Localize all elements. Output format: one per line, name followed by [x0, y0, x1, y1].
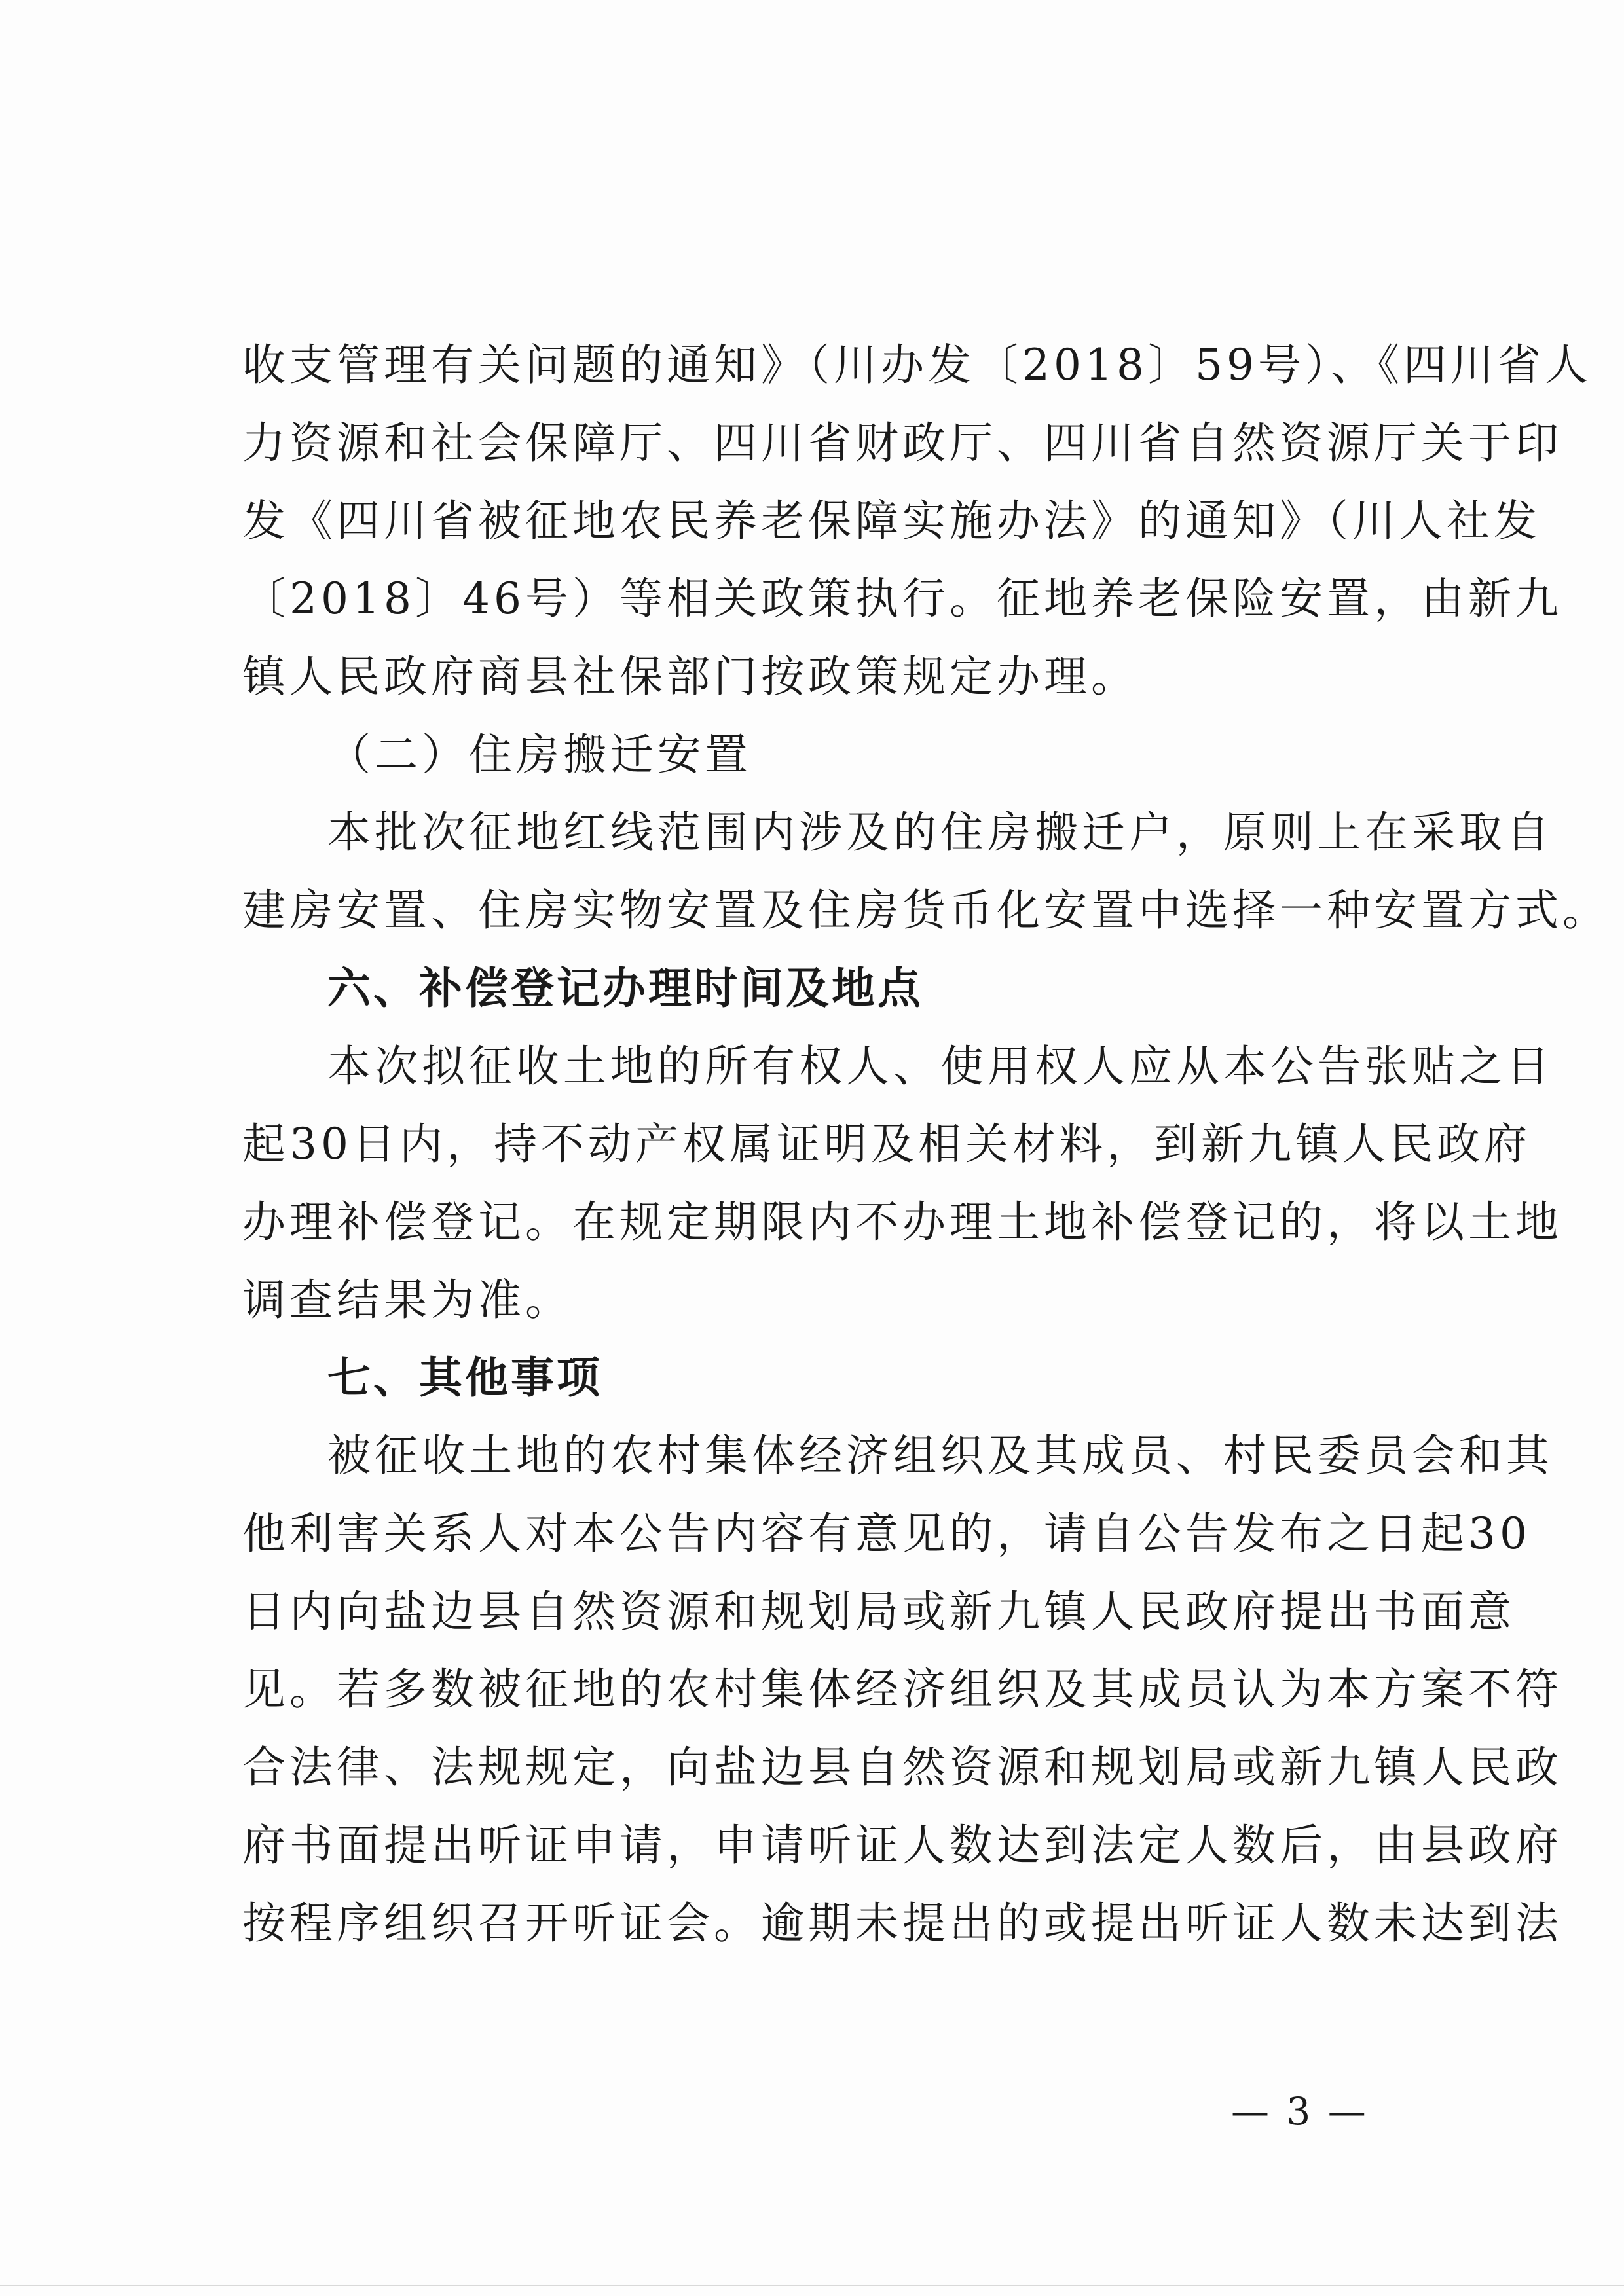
- body-text-line: 建房安置、住房实物安置及住房货币化安置中选择一种安置方式。: [242, 885, 1610, 936]
- body-text-line: 力资源和社会保障厅、四川省财政厅、四川省自然资源厅关于印: [242, 418, 1562, 468]
- body-text-line: 府书面提出听证申请，申请听证人数达到法定人数后，由县政府: [242, 1820, 1562, 1870]
- body-text-line: 见。若多数被征地的农村集体经济组织及其成员认为本方案不符: [242, 1664, 1562, 1715]
- body-text-line: 本批次征地红线范围内涉及的住房搬迁户，原则上在采取自: [327, 807, 1553, 858]
- body-text-line: 按程序组织召开听证会。逾期未提出的或提出听证人数未达到法: [242, 1898, 1562, 1948]
- body-text-line: 调查结果为准。: [242, 1275, 572, 1325]
- section-heading: 六、补偿登记办理时间及地点: [327, 963, 923, 1013]
- body-text-line: 镇人民政府商县社保部门按政策规定办理。: [242, 651, 1138, 702]
- body-text-line: 起30日内，持不动产权属证明及相关材料，到新九镇人民政府: [242, 1119, 1531, 1169]
- scan-edge-divider: [0, 2285, 1624, 2286]
- body-text-line: 〔2018〕46号）等相关政策执行。征地养老保险安置，由新九: [242, 574, 1562, 624]
- section-heading: 七、其他事项: [327, 1353, 602, 1403]
- body-text-line: 收支管理有关问题的通知》（川办发〔2018〕59号）、《四川省人: [242, 340, 1592, 390]
- body-text-line: 日内向盐边县自然资源和规划局或新九镇人民政府提出书面意: [242, 1586, 1515, 1637]
- body-text-line: 本次拟征收土地的所有权人、使用权人应从本公告张贴之日: [327, 1041, 1553, 1091]
- page-number: — 3 —: [1231, 2089, 1369, 2134]
- subsection-heading: （二）住房搬迁安置: [327, 729, 752, 780]
- body-text-line: 合法律、法规规定，向盐边县自然资源和规划局或新九镇人民政: [242, 1742, 1562, 1793]
- body-text-line: 发《四川省被征地农民养老保障实施办法》的通知》（川人社发: [242, 496, 1541, 546]
- body-text-line: 办理补偿登记。在规定期限内不办理土地补偿登记的，将以土地: [242, 1197, 1562, 1247]
- body-text-line: 被征收土地的农村集体经济组织及其成员、村民委员会和其: [327, 1430, 1553, 1481]
- body-text-line: 他利害关系人对本公告内容有意见的，请自公告发布之日起30: [242, 1508, 1531, 1559]
